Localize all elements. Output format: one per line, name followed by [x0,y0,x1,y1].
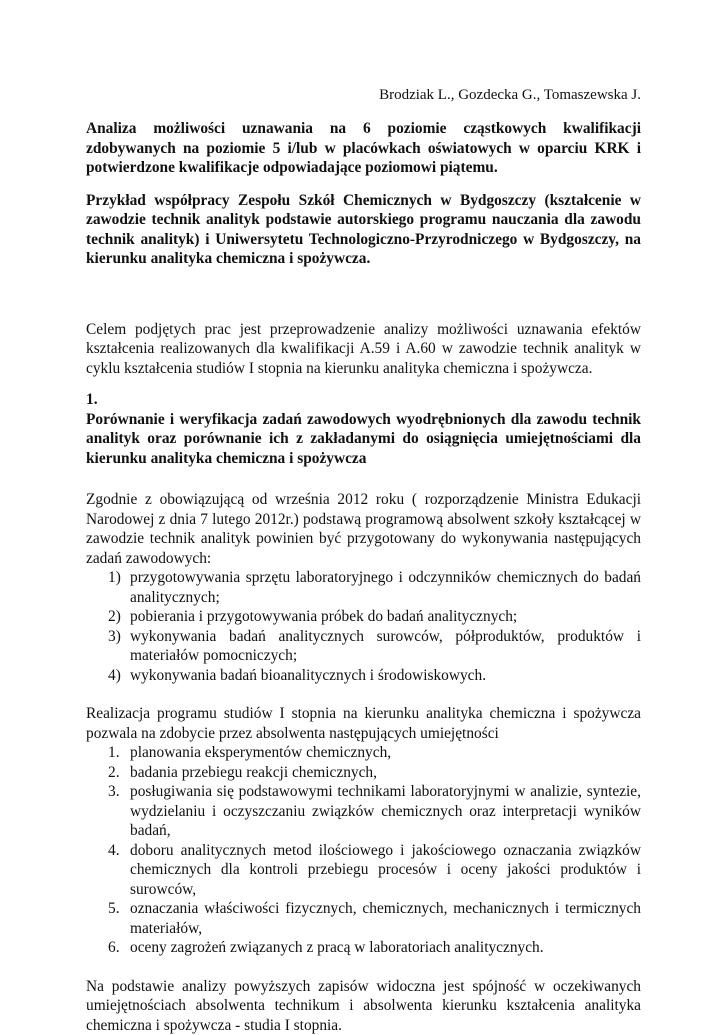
list-item [86,782,641,841]
list-item-text: oceny zagrożeń związanych z pracą w laboratoriach analitycznych. [130,939,544,956]
list-item-number: 2) [108,607,121,627]
list-item-number: 2. [108,763,120,783]
list-item-number: 4) [108,666,121,686]
list-item-text: wykonywania badań analitycznych surowców, półproduktów, produktów i materiałów pomocniczych; [130,628,641,665]
list-item-number: 4. [108,841,120,861]
study-skills-list [86,743,641,958]
conclusion-paragraph: Na podstawie analizy powyższych zapisów widoczna jest spójność w oczekiwanych umiejętnościach absolwenta technikum i absolwenta kierunku kształcenia analityka chemiczna i spożywcza - studia I stopnia. [86,977,641,1035]
list-item [86,743,641,763]
list-item-number: 6. [108,938,120,958]
list-item [86,568,641,607]
list-item-text: oznaczania właściwości fizycznych, chemicznych, mechanicznych i termicznych materiałów, [130,900,641,937]
paragraph-a-lead: Zgodnie z obowiązującą od września 2012 roku ( rozporządzenie Ministra Edukacji Narodowej z dnia 7 lutego 2012r.) podstawą programową absolwent szkoły kształcącej w zawodzie technik analityk powinien być przygotowany do wykonywania następujących zadań zawodowych: [86,490,641,568]
list-item [86,841,641,900]
list-item-number: 3. [108,782,120,802]
list-item [86,666,641,686]
authors-line: Brodziak L., Gozdecka G., Tomaszewska J. [86,86,641,104]
paragraph-b-lead: Realizacja programu studiów I stopnia na kierunku analityka chemiczna i spożywcza pozwala na zdobycie przez absolwenta następujących umiejętności [86,704,641,743]
list-item-text: wykonywania badań bioanalitycznych i środowiskowych. [130,667,486,684]
list-item-number: 1) [108,568,121,588]
list-item-text: przygotowywania sprzętu laboratoryjnego i odczynników chemicznych do badań analitycznych; [130,569,641,606]
list-item-number: 1. [108,743,120,763]
list-item [86,627,641,666]
document-title: Analiza możliwości uznawania na 6 poziomie cząstkowych kwalifikacji zdobywanych na poziomie 5 i/lub w placówkach oświatowych w oparciu KRK i potwierdzone kwalifikacje odpowiadające poziomowi piątemu. [86,119,641,178]
list-item [86,899,641,938]
list-item [86,938,641,958]
list-item-number: 5. [108,899,120,919]
list-item-text: badania przebiegu reakcji chemicznych, [130,764,377,781]
list-item-text: doboru analitycznych metod ilościowego i jakościowego oznaczania związków chemicznych dla kontroli przebiegu procesów i oceny jakości produktów i surowców, [130,842,641,898]
list-item-text: posługiwania się podstawowymi technikami laboratoryjnymi w analizie, syntezie, wydzielaniu i oczyszczaniu związków chemicznych oraz interpretacji wyników badań, [130,783,641,839]
list-item [86,607,641,627]
vocational-tasks-list [86,568,641,685]
list-item-text: planowania eksperymentów chemicznych, [130,744,391,761]
intro-paragraph: Celem podjętych prac jest przeprowadzenie analizy możliwości uznawania efektów kształcenia realizowanych dla kwalifikacji A.59 i A.60 w zawodzie technik analityk w cyklu kształcenia studiów I stopnia na kierunku analityka chemiczna i spożywcza. [86,320,641,379]
list-item-text: pobierania i przygotowywania próbek do badań analitycznych; [130,608,517,625]
section-heading: Porównanie i weryfikacja zadań zawodowych wyodrębnionych dla zawodu technik analityk oraz porównanie ich z zakładanymi do osiągnięcia umiejętnościami dla kierunku analityka chemiczna i spożywcza [86,410,641,469]
list-item [86,763,641,783]
list-item-number: 3) [108,627,121,647]
document-subtitle: Przykład współpracy Zespołu Szkół Chemicznych w Bydgoszczy (kształcenie w zawodzie technik analityk podstawie autorskiego programu nauczania dla zawodu technik analityk) i Uniwersytetu Technologiczno-Przyrodniczego w Bydgoszczy, na kierunku analityka chemiczna i spożywcza. [86,191,641,269]
section-number: 1. [86,390,641,410]
